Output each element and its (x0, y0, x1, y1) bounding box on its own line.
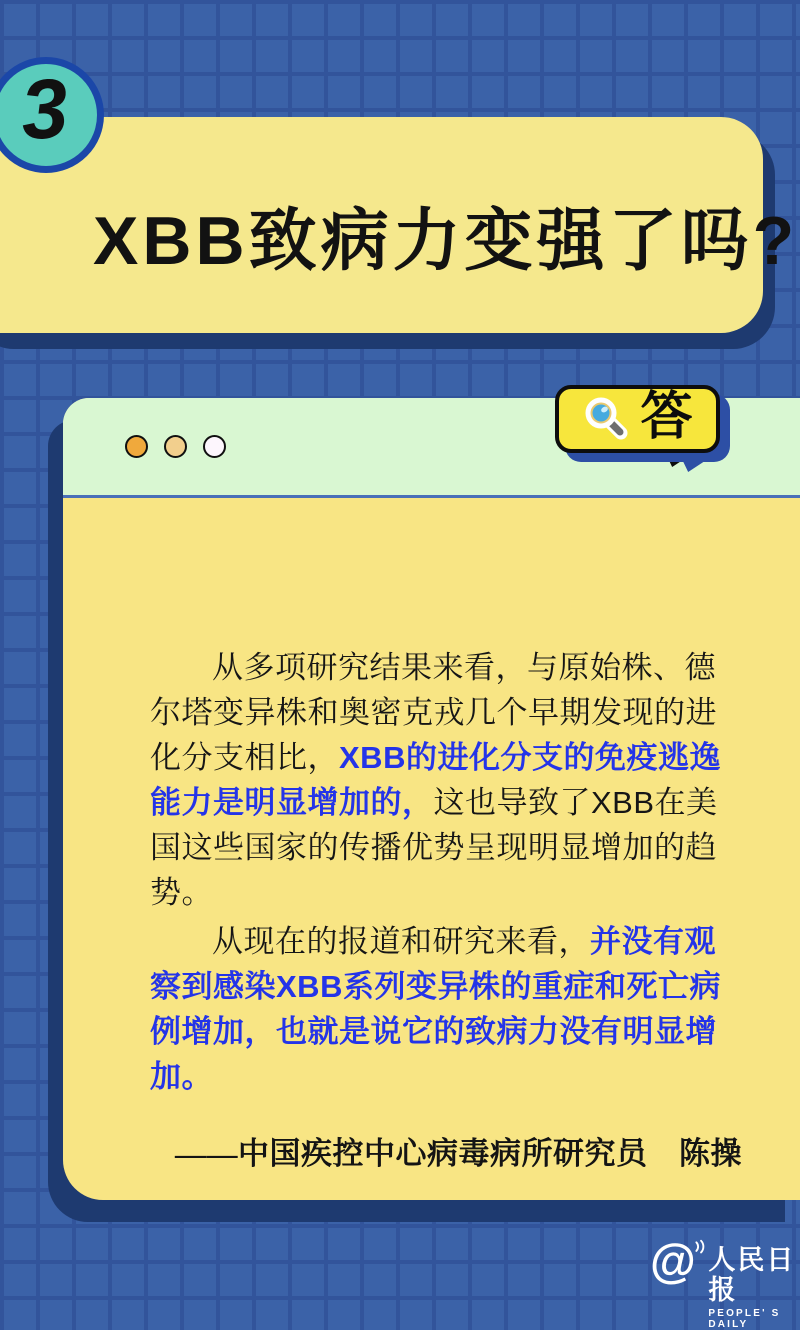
logo-chinese-name: 人民日报 (708, 1245, 796, 1305)
peoples-daily-logo (650, 1234, 800, 1330)
answer-bubble (555, 385, 720, 453)
text-segment: XBB的进化分支的免疫逃逸能力是明显增加的， (150, 740, 721, 820)
window-dot-white (203, 435, 226, 458)
logo-english-name: PEOPLE' S DAILY (708, 1308, 781, 1330)
answer-bubble-label: 答 (640, 388, 693, 446)
page-title: XBB致病力变强了吗? (93, 203, 799, 279)
question-title-card (0, 117, 799, 333)
at-icon: @ (650, 1234, 696, 1287)
text-segment: 这也导致了XBB在美国这些国家的传播优势呈现明显增加的趋势。 (150, 785, 718, 910)
answer-card (63, 398, 800, 1200)
question-number: 3 (17, 60, 71, 158)
text-segment: 从现在的报道和研究来看， (212, 924, 590, 959)
window-dot-orange (125, 435, 148, 458)
answer-paragraph (150, 919, 742, 1099)
answer-text-block (150, 645, 742, 1176)
text-segment: 并没有观察到感染XBB系列变异株的重症和死亡病例增加，也就是说它的致病力没有明显增加。 (150, 924, 721, 1094)
attribution: ——中国疾控中心病毒病所研究员 陈操 (175, 1136, 742, 1171)
magnifier-icon (582, 395, 630, 443)
signal-waves-icon (694, 1238, 707, 1256)
text-segment: 从多项研究结果来看，与原始株、德尔塔变异株和奥密克戎几个早期发现的进化分支相比， (150, 650, 717, 775)
answer-paragraph (150, 645, 742, 915)
window-dot-tan (164, 435, 187, 458)
